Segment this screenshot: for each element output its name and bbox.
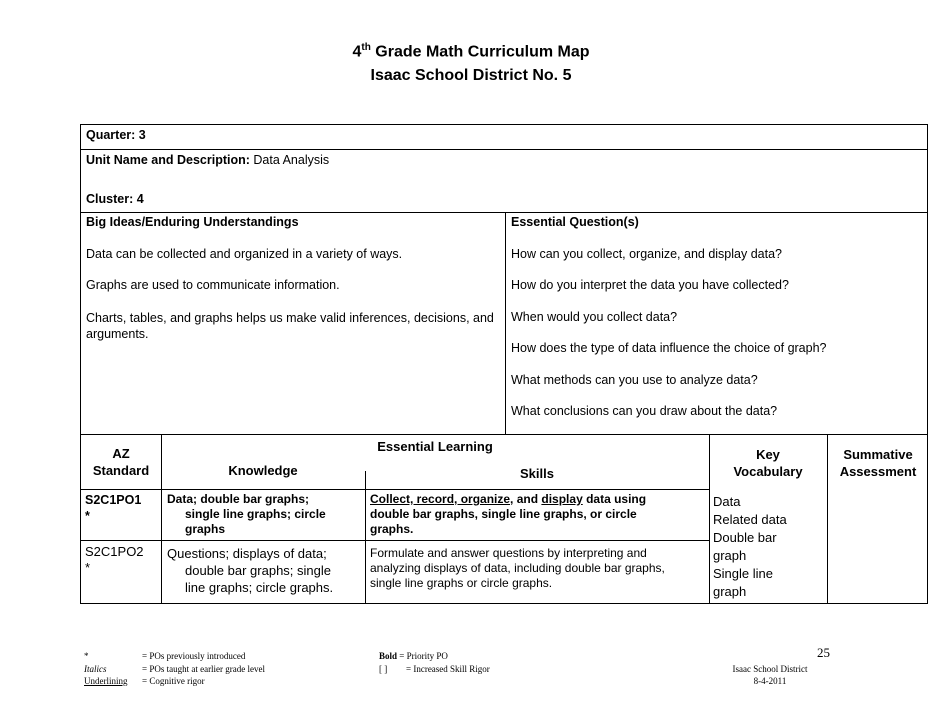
legend-bold: Bold = Priority PO [379, 651, 448, 661]
page-title: 4th Grade Math Curriculum Map [352, 42, 590, 61]
legend-previous-text: = POs previously introduced [142, 651, 246, 661]
legend-brackets-text: = Increased Skill Rigor [406, 664, 490, 674]
big-ideas-heading: Big Ideas/Enduring Understandings [86, 215, 299, 229]
key-vocabulary-header: Key Vocabulary [733, 447, 803, 479]
unit-info-box [80, 124, 928, 213]
essential-question-item: What conclusions can you draw about the data? [511, 404, 778, 418]
column-divider [161, 435, 162, 603]
legend-italics: Italics [84, 664, 107, 674]
row-divider [81, 540, 709, 541]
unit-name-row: Unit Name and Description: Data Analysis [86, 153, 330, 167]
essential-questions-heading: Essential Question(s) [511, 215, 639, 229]
essential-question-item: How does the type of data influence the choice of graph? [511, 341, 827, 355]
legend-brackets: [ ] [379, 664, 388, 674]
footer-date: 8-4-2011 [753, 676, 787, 686]
essential-learning-header: Essential Learning [377, 439, 493, 454]
column-divider [505, 213, 506, 434]
skills-header: Skills [520, 466, 554, 481]
legend-previous: * [84, 651, 89, 661]
essential-question-item: How can you collect, organize, and display data? [511, 247, 782, 261]
district-title: Isaac School District No. 5 [370, 67, 572, 84]
essential-question-item: How do you interpret the data you have collected? [511, 278, 789, 292]
footer-district: Isaac School District [732, 664, 808, 674]
big-idea-item: Graphs are used to communicate information. [86, 278, 340, 292]
standard-cell: S2C1PO1 * [85, 493, 142, 523]
essential-question-item: When would you collect data? [511, 310, 678, 324]
cluster-row: Cluster: 4 [86, 192, 144, 206]
legend-underlining: Underlining [84, 676, 128, 686]
big-ideas-box [80, 212, 928, 435]
skills-cell: Formulate and answer questions by interpreting and analyzing displays of data, including double bar graphs, single line graphs or circle graphs. [370, 546, 665, 590]
big-idea-item: Data can be collected and organized in a variety of ways. [86, 247, 403, 261]
standard-cell: S2C1PO2 * [85, 544, 144, 575]
summative-assessment-header: Summative Assessment [839, 447, 917, 479]
skills-cell: Collect, record, organize, and display data using double bar graphs, single line graphs, or circle graphs. [370, 492, 647, 536]
knowledge-header: Knowledge [228, 463, 298, 478]
essential-question-item: What methods can you use to analyze data? [511, 373, 758, 387]
quarter-row: Quarter: 3 [86, 128, 146, 142]
big-idea-item: Charts, tables, and graphs helps us make valid inferences, decisions, and arguments. [86, 311, 494, 341]
az-standard-header: AZ Standard [92, 446, 150, 478]
legend-underlining-text: = Cognitive rigor [142, 676, 205, 686]
key-vocabulary-cell: Data Related data Double bar graph Single line graph [713, 494, 787, 599]
legend-italics-text: = POs taught at earlier grade level [142, 664, 266, 674]
knowledge-cell: Data; double bar graphs; single line graphs; circle graphs [167, 492, 326, 536]
page-number: 25 [817, 645, 830, 660]
row-divider [81, 149, 927, 150]
knowledge-cell: Questions; displays of data; double bar graphs; single line graphs; circle graphs. [167, 546, 334, 595]
learning-table [80, 434, 928, 604]
header-divider [81, 489, 709, 490]
column-divider [365, 471, 366, 603]
